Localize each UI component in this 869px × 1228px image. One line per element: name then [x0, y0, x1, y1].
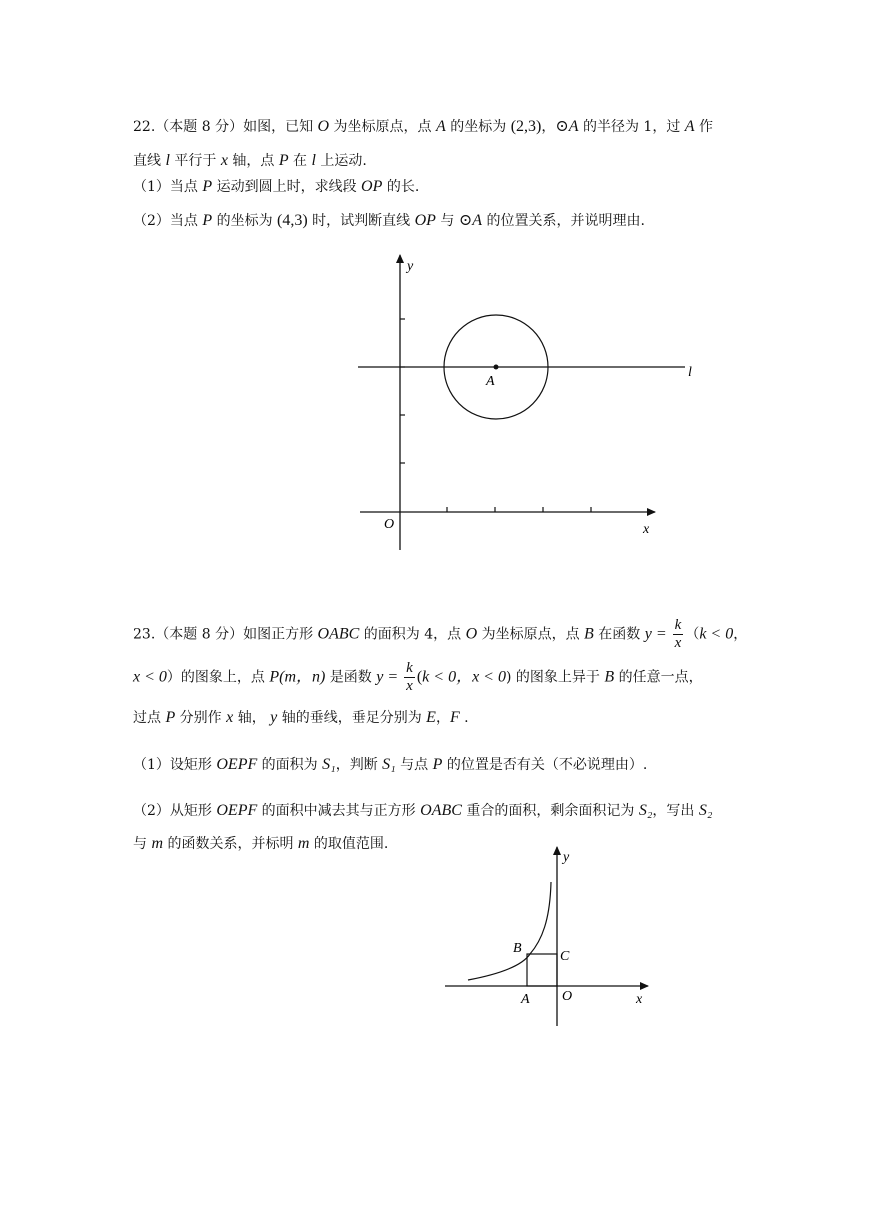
- q22-math-A: A: [568, 118, 579, 135]
- q23-line-3: [133, 708, 469, 728]
- q23-text: 的面积为: [257, 757, 323, 773]
- q23-text: ，写出: [652, 803, 699, 819]
- q22-figure: [340, 245, 720, 565]
- q22-text: 的长.: [382, 179, 420, 195]
- center-point-A: [494, 365, 499, 370]
- q23-math-OABC: OABC: [317, 625, 360, 643]
- q22-math-l: l: [311, 152, 316, 169]
- q22-line-1: [133, 117, 713, 137]
- q23-text: 的位置是否有关（不必说理由）.: [442, 757, 648, 773]
- q23-math-m: m: [297, 835, 310, 852]
- fraction-numerator: k: [406, 660, 413, 676]
- q22-line-3: [133, 177, 419, 197]
- origin-label: O: [562, 989, 573, 1004]
- y-axis-label: y: [407, 259, 414, 274]
- q22-text: 22.（本题 8 分）如图，已知: [133, 119, 318, 135]
- q23-math-m: m: [151, 835, 164, 852]
- q22-text: 直线: [133, 153, 166, 169]
- q23-math-S1: S₁: [322, 756, 336, 773]
- q23-text: 轴的垂线，垂足分别为: [277, 710, 427, 726]
- q22-text: 时，试判断直线: [307, 213, 415, 229]
- q23-math-S1: S₁: [382, 756, 396, 773]
- q23-math-OABC: OABC: [420, 802, 462, 819]
- q23-text: 的函数关系，并标明: [163, 836, 298, 852]
- q22-text: 的坐标为: [212, 213, 278, 229]
- q23-math-E: E: [426, 709, 436, 726]
- q23-text: 23.（本题 8 分）如图正方形: [133, 626, 318, 643]
- q23-math-OEPF: OEPF: [216, 802, 258, 819]
- q23-text: （1）设矩形: [133, 757, 217, 773]
- q23-math-P: P: [432, 756, 443, 773]
- q23-figure: [440, 840, 670, 1040]
- q23-math-S2: S₂: [698, 802, 713, 819]
- q23-text: 的任意一点，: [614, 669, 703, 686]
- point-A-label: A: [486, 374, 495, 389]
- q23-text: 与: [133, 836, 152, 852]
- q22-math-A: A: [436, 118, 446, 135]
- q23-line-4: [133, 755, 647, 775]
- q23-math-OEPF: OEPF: [216, 756, 258, 773]
- q23-text: .: [459, 710, 469, 726]
- y-axis-label: y: [563, 850, 570, 865]
- q22-line-4: [133, 211, 645, 231]
- fraction-numerator: k: [674, 617, 682, 633]
- q23-math-y-eq: y =: [376, 668, 403, 686]
- q23-line-6: [133, 834, 388, 854]
- q22-text: 与: [435, 213, 459, 229]
- fraction-k-over-x: [404, 660, 415, 695]
- q23-text: 的面积为 4，点: [359, 626, 466, 643]
- fraction-denominator: x: [406, 678, 413, 694]
- q23-text: ，: [435, 710, 450, 726]
- x-axis-label: x: [643, 522, 650, 537]
- q23-math-B: B: [584, 625, 594, 643]
- q23-text: 重合的面积，剩余面积记为: [461, 803, 639, 819]
- q23-math-S2: S₂: [638, 802, 653, 819]
- q22-line-2: [133, 151, 367, 171]
- q22-text: （2）当点: [133, 213, 203, 229]
- q23-line-2: [133, 660, 703, 695]
- q23-math-y: y: [270, 709, 278, 726]
- x-ticks: [447, 507, 591, 512]
- q22-text: 运动到圆上时，求线段: [212, 179, 362, 195]
- q23-paren: (: [416, 668, 423, 686]
- q23-text: 为坐标原点，点: [477, 626, 585, 643]
- point-A-label: A: [521, 992, 530, 1007]
- q23-line-5: [133, 801, 712, 821]
- q22-math-OP: OP: [414, 212, 436, 229]
- x-axis-label: x: [636, 992, 643, 1007]
- fraction-denominator: x: [674, 635, 682, 651]
- q23-text: （: [685, 626, 700, 643]
- q23-text: ）的图象上，点: [166, 669, 270, 686]
- q22-math-P: P: [202, 212, 213, 229]
- q22-math-x: x: [220, 152, 228, 169]
- q23-text: 的面积中减去其与正方形: [257, 803, 421, 819]
- origin-label: O: [384, 517, 395, 532]
- q23-text: 是函数: [325, 669, 377, 686]
- q22-text: 平行于: [169, 153, 221, 169]
- q23-text: 过点: [133, 710, 166, 726]
- q23-text: （2）从矩形: [133, 803, 217, 819]
- q23-math-P: P(m，n): [269, 668, 326, 686]
- q22-math-P: P: [278, 152, 289, 169]
- q23-text: 在函数: [593, 626, 645, 643]
- q22-math-coord: (2,3): [510, 118, 542, 135]
- q22-math-P: P: [202, 178, 213, 195]
- point-B-label: B: [513, 941, 522, 956]
- q23-text: 轴，: [233, 710, 271, 726]
- q22-math-O: O: [317, 118, 330, 135]
- q23-text: ，判断: [335, 757, 383, 773]
- q23-math-B: B: [604, 668, 615, 686]
- q23-text: ，: [733, 626, 748, 643]
- q22-math-OP: OP: [361, 178, 383, 195]
- q22-text: 作: [694, 119, 714, 135]
- q22-text: 轴，点: [227, 153, 279, 169]
- fraction-k-over-x: [673, 617, 684, 652]
- q22-text: 为坐标原点，点: [329, 119, 436, 135]
- square-OABC: [527, 954, 557, 986]
- q22-text: 的位置关系，并说明理由.: [482, 213, 645, 229]
- circle-symbol: ⊙: [555, 118, 569, 135]
- q22-text: 的半径为 1，过: [578, 119, 685, 135]
- q22-text: 在: [288, 153, 312, 169]
- q22-text: ，: [541, 119, 556, 135]
- q22-text: （1）当点: [133, 179, 203, 195]
- hyperbola-curve: [468, 882, 551, 980]
- q22-text: 上运动.: [315, 153, 367, 169]
- q22-text: 的坐标为: [445, 119, 511, 135]
- q23-math-O: O: [465, 625, 478, 643]
- circle-symbol: ⊙: [458, 212, 473, 229]
- q23-text: ) 的图象上异于: [505, 669, 605, 686]
- point-C-label: C: [560, 949, 570, 964]
- q23-line-1: [133, 617, 747, 652]
- q23-math-condition: k < 0: [699, 625, 734, 643]
- q23-math-P: P: [165, 709, 176, 726]
- y-ticks: [400, 319, 405, 463]
- q23-math-y-eq: y =: [644, 625, 671, 643]
- q22-math-A: A: [472, 212, 483, 229]
- q22-math-l: l: [165, 152, 170, 169]
- q23-math-x: x: [226, 709, 234, 726]
- q22-math-coord: (4,3): [277, 212, 308, 229]
- q23-math-condition: k < 0，x < 0: [422, 668, 506, 686]
- q22-math-A: A: [684, 118, 695, 135]
- q23-math-F: F: [449, 709, 460, 726]
- q23-text: 分别作: [175, 710, 227, 726]
- line-l-label: l: [688, 365, 692, 380]
- q23-math-condition: x < 0: [133, 668, 167, 686]
- q23-text: 的取值范围.: [309, 836, 389, 852]
- q23-text: 与点: [395, 757, 433, 773]
